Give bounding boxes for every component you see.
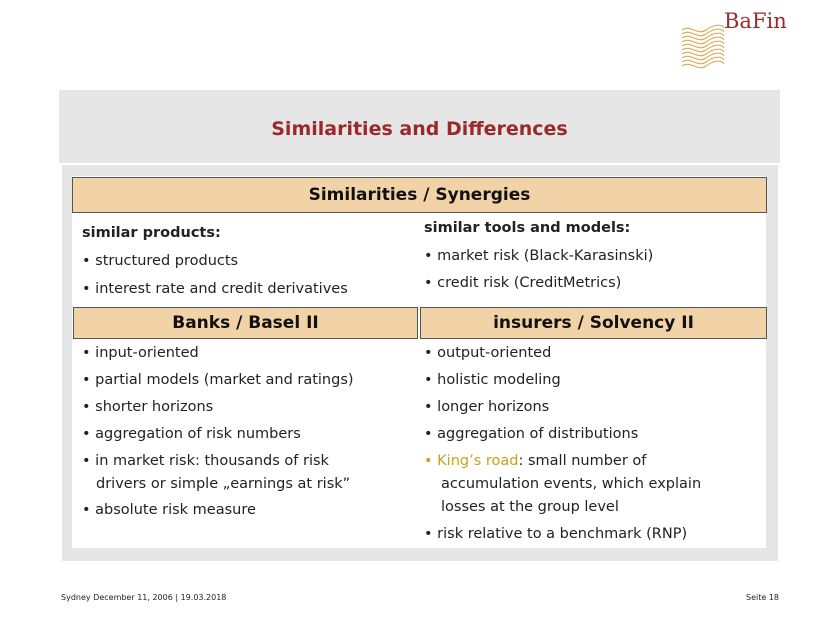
synergy-left-item: • interest rate and credit derivatives [82,281,348,297]
banks-item: • in market risk: thousands of risk [82,453,329,469]
insurers-item: • longer horizons [424,399,550,415]
bafin-logo-text: BaFin [724,9,787,33]
footer-page-number: Seite 18 [746,593,780,602]
banks-item-continued: drivers or simple „earnings at risk” [96,476,351,492]
banks-item: • aggregation of risk numbers [82,426,301,442]
synergy-right-item: • market risk (Black-Karasinski) [424,248,654,264]
slide-title: Similarities and Differences [271,118,568,140]
footer-date: Sydney December 11, 2006 | 19.03.2018 [61,593,227,602]
synergy-left-item: • structured products [82,253,239,269]
insurers-item-continued: accumulation events, which explain [441,476,702,492]
insurers-item: • output-oriented [424,345,552,361]
banks-item: • input-oriented [82,345,199,361]
banks-header: Banks / Basel II [73,307,418,339]
similar-products-heading: similar products: [82,225,221,241]
banks-item: • partial models (market and ratings) [82,372,354,388]
insurers-item-continued: losses at the group level [441,499,619,515]
similar-tools-heading: similar tools and models: [424,220,631,236]
insurers-header: insurers / Solvency II [420,307,767,339]
kings-road-label: • King’s road [424,453,519,469]
insurers-item: • risk relative to a benchmark (RNP) [424,526,688,542]
insurers-item: • aggregation of distributions [424,426,639,442]
kings-road-text: : small number of [518,453,647,469]
banks-item: • shorter horizons [82,399,214,415]
banks-item: • absolute risk measure [82,502,256,518]
insurers-item-kings-road [424,450,646,473]
synergies-header: Similarities / Synergies [72,177,767,213]
synergy-right-item: • credit risk (CreditMetrics) [424,275,622,291]
insurers-item: • holistic modeling [424,372,561,388]
